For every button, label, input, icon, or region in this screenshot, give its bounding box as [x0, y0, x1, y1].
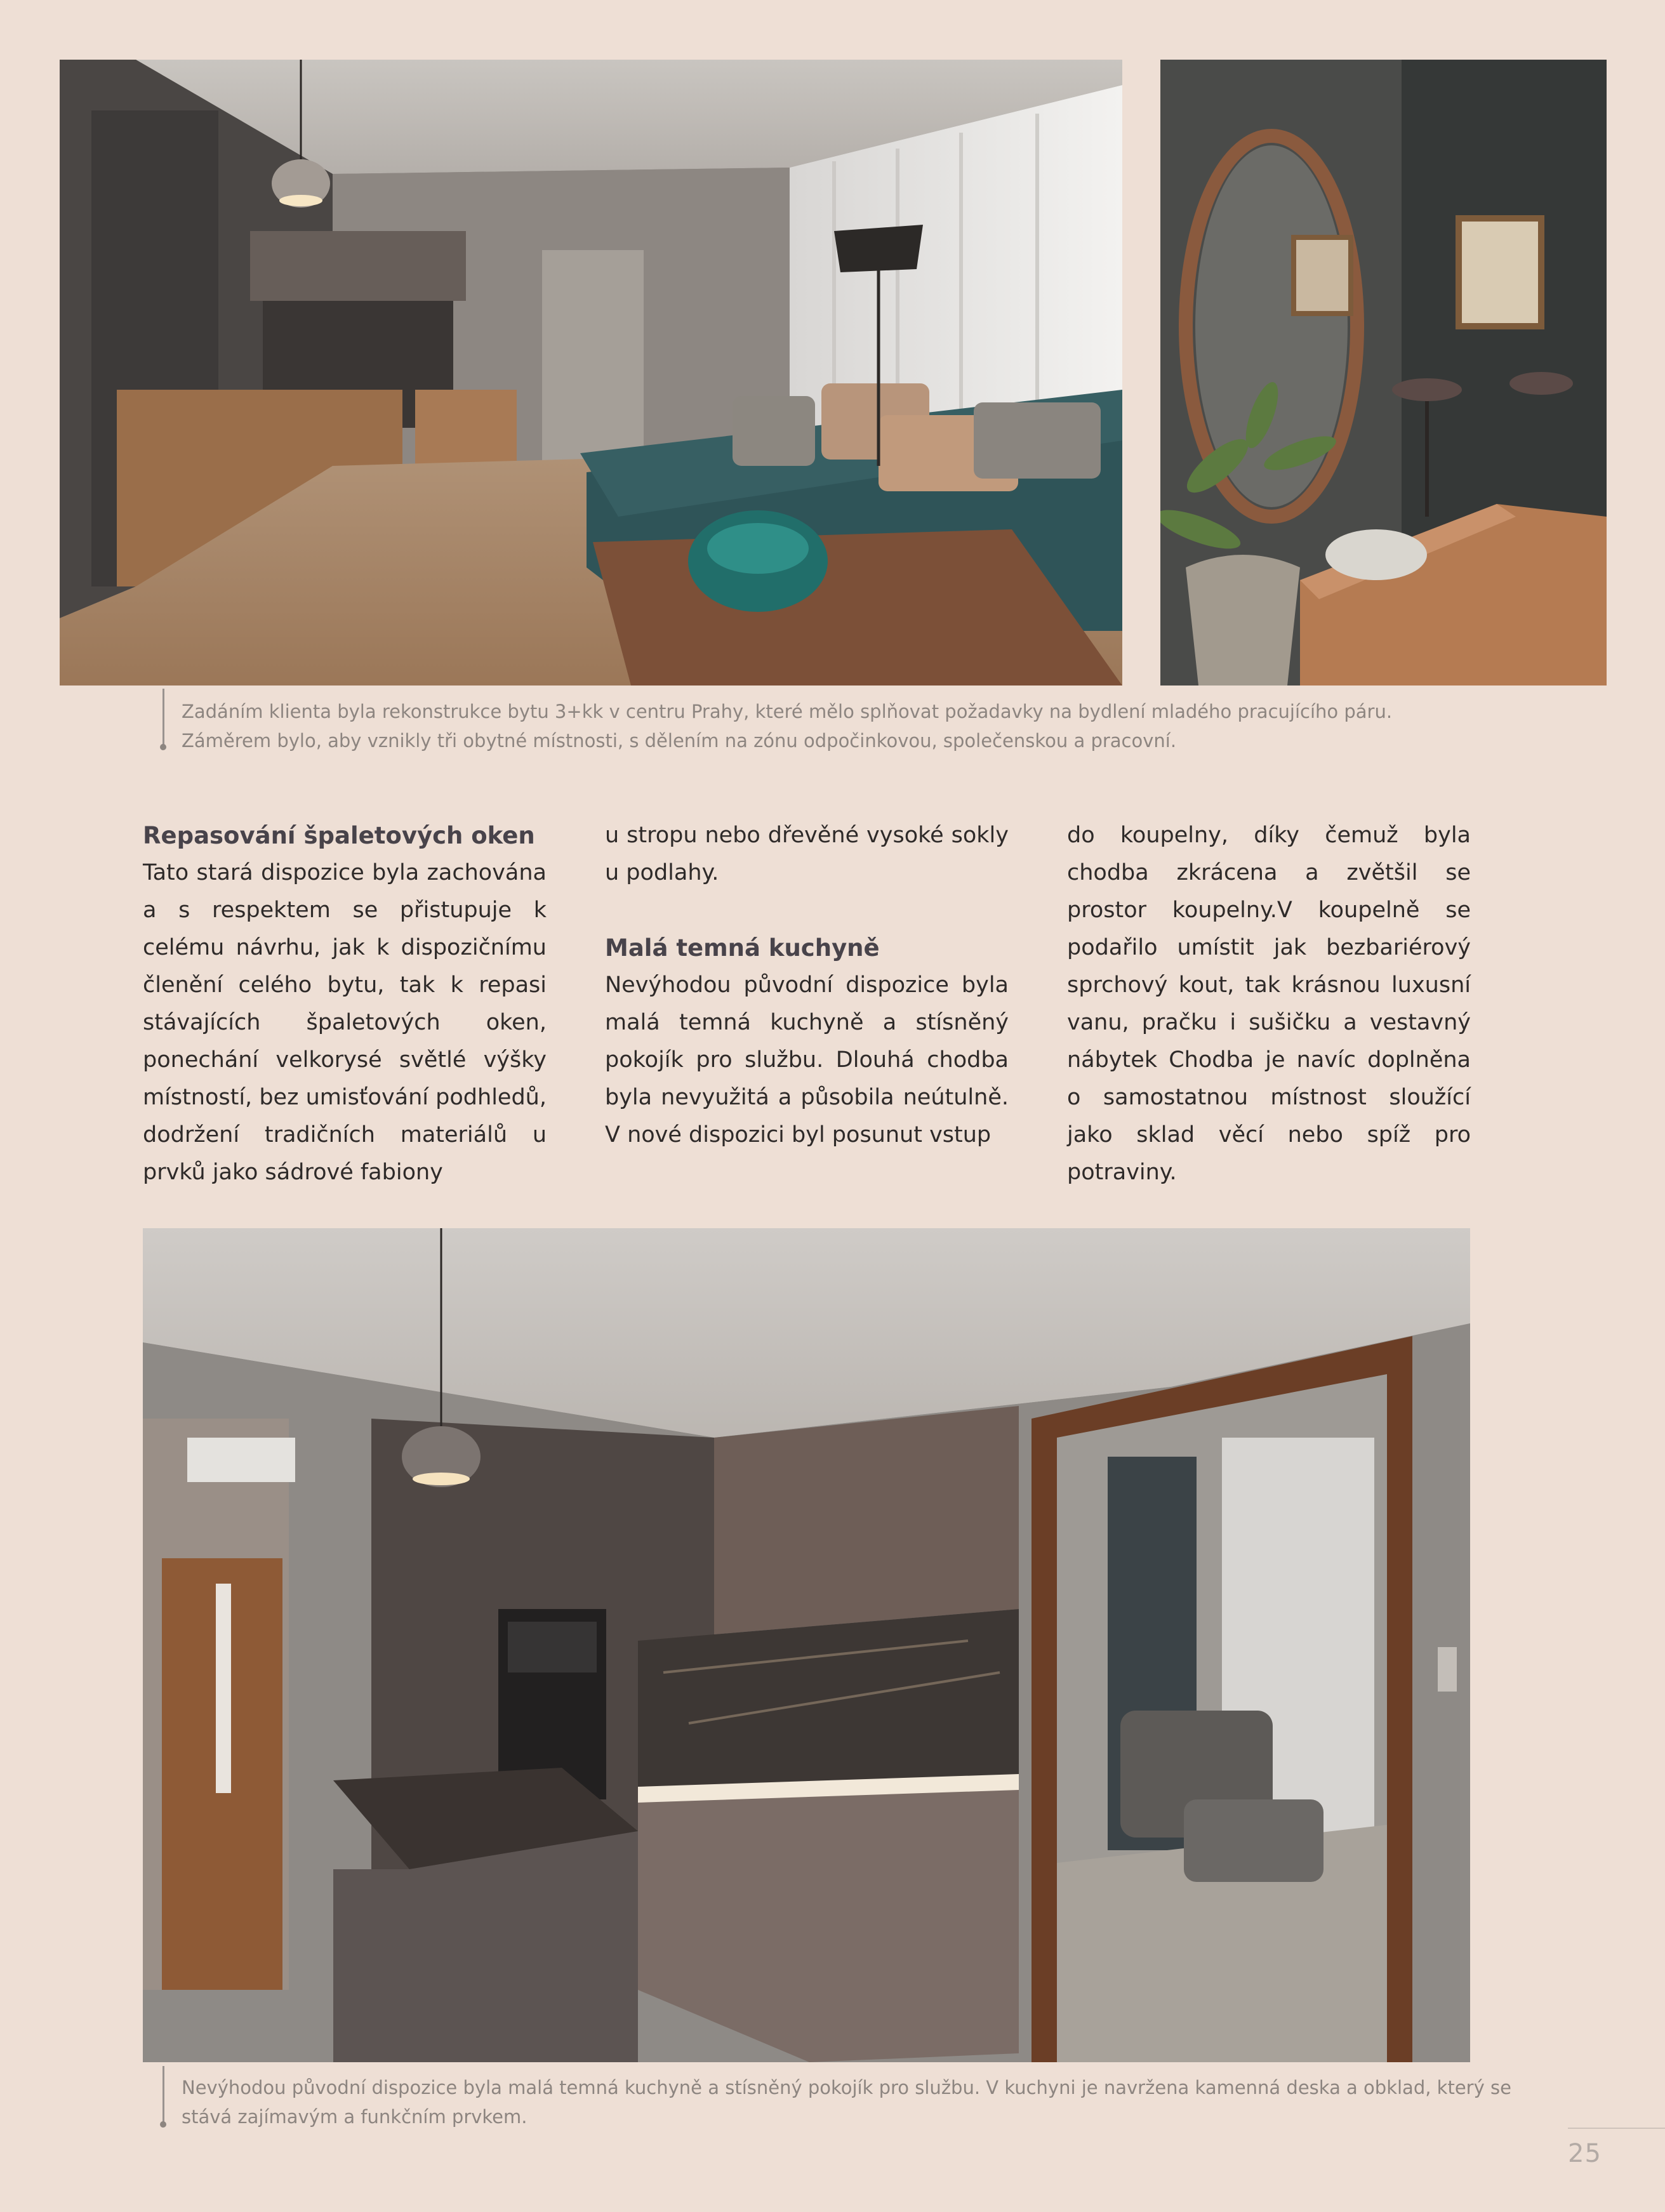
living-room-illustration — [60, 60, 1122, 685]
hallway-illustration — [1160, 60, 1607, 685]
caption-rule-bottom — [163, 2066, 164, 2123]
heading-repasovani: Repasování špaletových oken — [143, 822, 535, 849]
caption-top-line-2: Záměrem bylo, aby vznikly tři obytné místnosti, s dělením na zónu odpočinkovou, společenskou a pracovní. — [182, 730, 1177, 752]
column-1-text: Tato stará dispozice byla zachována a s respektem se přistupuje k celému návrhu, jak k dispozičnímu členění celého bytu, tak k repasi stávajících špaletových oken, ponechání velkorysé světlé výšky místností, bez umisťování podhledů, dodržení tradičních materiálů u prvků jako sádrové fabiony — [143, 860, 547, 1185]
column-2-text-1: u stropu nebo dřevěné vysoké sokly u podlahy. — [605, 823, 1009, 885]
page-number-rule — [1568, 2128, 1665, 2129]
caption-dot-bottom — [160, 2121, 166, 2128]
caption-bottom-line-2: stává zajímavým a funkčním prvkem. — [182, 2106, 527, 2128]
column-3-text: do koupelny, díky čemuž byla chodba zkrácena a zvětšil se prostor koupelny.V koupelně se podařilo umístit jak bezbariérový sprchový kout, tak krásnou luxusní vanu, pračku i sušičku a vestavný nábytek Chodba je navíc doplněna o samostatnou místnost sloužící jako sklad věcí nebo spíž pro potraviny. — [1067, 823, 1471, 1185]
caption-bottom-line-1: Nevýhodou původní dispozice byla malá temná kuchyně a stísněný pokojík pro službu. V kuchyni je navržena kamenná deska a obklad, který se — [182, 2077, 1511, 2098]
article-column-3 — [1067, 817, 1471, 1191]
living-room-photo — [60, 60, 1122, 685]
kitchen-illustration — [143, 1228, 1470, 2062]
article-column-1 — [143, 817, 547, 1191]
page-number: 25 — [1568, 2139, 1602, 2168]
heading-mala-temna-kuchyne: Malá temná kuchyně — [605, 934, 880, 962]
caption-top-line-1: Zadáním klienta byla rekonstrukce bytu 3+kk v centru Prahy, které mělo splňovat požadavky na bydlení mladého pracujícího páru. — [182, 701, 1393, 722]
caption-rule — [163, 689, 164, 746]
kitchen-photo — [143, 1228, 1470, 2062]
hallway-mirror-photo — [1160, 60, 1607, 685]
caption-dot — [160, 744, 166, 750]
column-2-text-2: Nevýhodou původní dispozice byla malá temná kuchyně a stísněný pokojík pro službu. Dlouhá chodba byla nevyužitá a působila neútulně. V nové dispozici byl posunut vstup — [605, 972, 1009, 1148]
photo-caption-top — [182, 697, 1610, 755]
article-column-2 — [605, 817, 1009, 1154]
photo-caption-bottom — [182, 2073, 1515, 2131]
